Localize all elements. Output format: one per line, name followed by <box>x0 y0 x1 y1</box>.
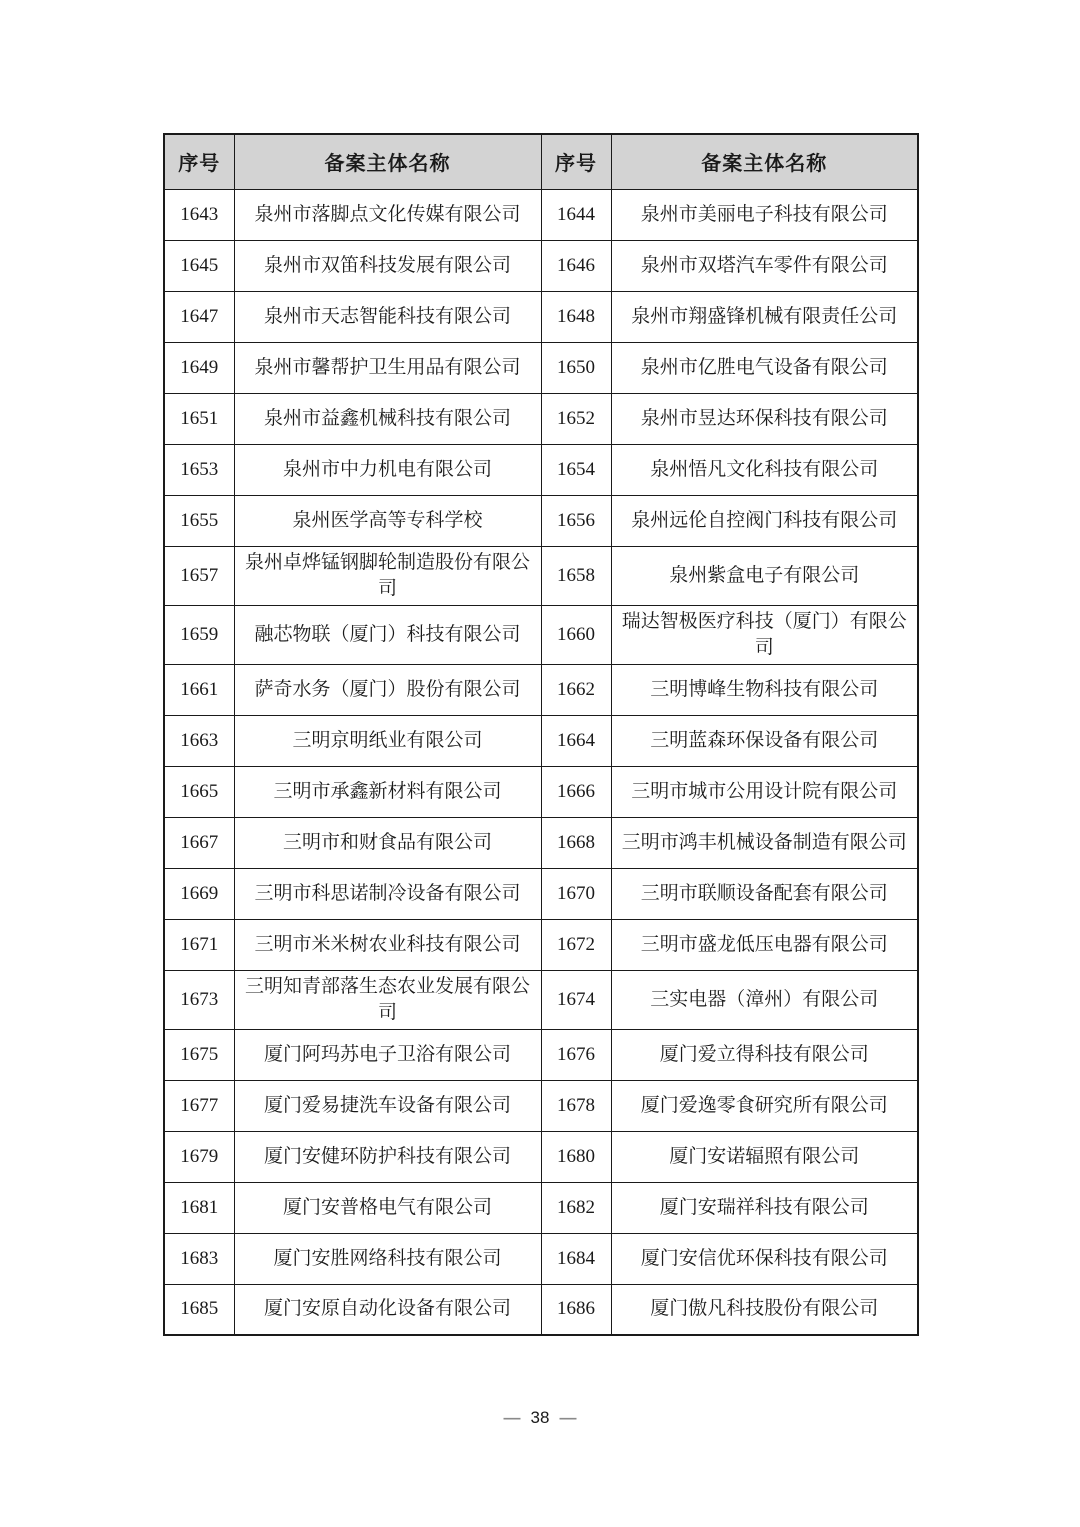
index-cell-left: 1661 <box>164 664 234 715</box>
index-cell-right: 1662 <box>541 664 611 715</box>
entity-name-cell-right: 三明博峰生物科技有限公司 <box>611 664 918 715</box>
entity-name-cell-right: 三明市联顺设备配套有限公司 <box>611 868 918 919</box>
index-cell-right: 1656 <box>541 495 611 546</box>
entity-name-cell-left: 三明市承鑫新材料有限公司 <box>234 766 541 817</box>
entity-name-cell-right: 泉州市翔盛锋机械有限责任公司 <box>611 291 918 342</box>
entity-name-cell-left: 泉州医学高等专科学校 <box>234 495 541 546</box>
entity-name-cell-left: 泉州市馨帮护卫生用品有限公司 <box>234 342 541 393</box>
table-row <box>164 766 918 817</box>
index-cell-left: 1671 <box>164 919 234 970</box>
index-cell-right: 1666 <box>541 766 611 817</box>
entity-name-cell-right: 泉州远伦自控阀门科技有限公司 <box>611 495 918 546</box>
entity-name-cell-left: 三明市和财食品有限公司 <box>234 817 541 868</box>
index-cell-right: 1646 <box>541 240 611 291</box>
table-row <box>164 1284 918 1335</box>
index-cell-left: 1669 <box>164 868 234 919</box>
entity-name-cell-right: 三明市盛龙低压电器有限公司 <box>611 919 918 970</box>
index-cell-left: 1659 <box>164 605 234 664</box>
index-cell-right: 1686 <box>541 1284 611 1335</box>
index-cell-right: 1664 <box>541 715 611 766</box>
entity-name-cell-right: 厦门安诺辐照有限公司 <box>611 1131 918 1182</box>
index-cell-left: 1683 <box>164 1233 234 1284</box>
entity-name-cell-left: 泉州市中力机电有限公司 <box>234 444 541 495</box>
entity-name-cell-left: 三明京明纸业有限公司 <box>234 715 541 766</box>
table-row <box>164 868 918 919</box>
index-cell-right: 1668 <box>541 817 611 868</box>
index-cell-right: 1674 <box>541 970 611 1029</box>
table-row <box>164 715 918 766</box>
entity-name-cell-right: 厦门安信优环保科技有限公司 <box>611 1233 918 1284</box>
index-cell-right: 1654 <box>541 444 611 495</box>
table-header-row <box>164 134 918 189</box>
footer-dash-left: — <box>503 1408 521 1427</box>
header-index-right: 序号 <box>541 134 611 189</box>
index-cell-left: 1673 <box>164 970 234 1029</box>
index-cell-right: 1684 <box>541 1233 611 1284</box>
entity-name-cell-right: 厦门安瑞祥科技有限公司 <box>611 1182 918 1233</box>
index-cell-right: 1658 <box>541 546 611 605</box>
table-row <box>164 393 918 444</box>
entity-name-cell-right: 厦门傲凡科技股份有限公司 <box>611 1284 918 1335</box>
page-number: 38 <box>530 1408 550 1427</box>
index-cell-right: 1672 <box>541 919 611 970</box>
index-cell-right: 1650 <box>541 342 611 393</box>
filing-entities-table <box>163 133 919 1336</box>
index-cell-right: 1660 <box>541 605 611 664</box>
index-cell-right: 1648 <box>541 291 611 342</box>
table-body <box>164 189 918 1335</box>
index-cell-left: 1679 <box>164 1131 234 1182</box>
entity-name-cell-left: 三明市米米树农业科技有限公司 <box>234 919 541 970</box>
entity-name-cell-left: 厦门安原自动化设备有限公司 <box>234 1284 541 1335</box>
entity-name-cell-left: 泉州市落脚点文化传媒有限公司 <box>234 189 541 240</box>
entity-name-cell-left: 厦门爱易捷洗车设备有限公司 <box>234 1080 541 1131</box>
index-cell-left: 1665 <box>164 766 234 817</box>
table-row <box>164 546 918 605</box>
table-row <box>164 970 918 1029</box>
table-row <box>164 1131 918 1182</box>
index-cell-left: 1653 <box>164 444 234 495</box>
index-cell-left: 1651 <box>164 393 234 444</box>
index-cell-left: 1657 <box>164 546 234 605</box>
entity-name-cell-right: 三明蓝森环保设备有限公司 <box>611 715 918 766</box>
index-cell-left: 1681 <box>164 1182 234 1233</box>
index-cell-left: 1645 <box>164 240 234 291</box>
index-cell-right: 1682 <box>541 1182 611 1233</box>
table-row <box>164 1080 918 1131</box>
table-row <box>164 240 918 291</box>
table-row <box>164 1029 918 1080</box>
table-row <box>164 189 918 240</box>
index-cell-right: 1644 <box>541 189 611 240</box>
table-row <box>164 817 918 868</box>
table-row <box>164 342 918 393</box>
index-cell-left: 1649 <box>164 342 234 393</box>
table-row <box>164 444 918 495</box>
entity-name-cell-right: 三实电器（漳州）有限公司 <box>611 970 918 1029</box>
entity-name-cell-left: 厦门安健环防护科技有限公司 <box>234 1131 541 1182</box>
header-index-left: 序号 <box>164 134 234 189</box>
entity-name-cell-left: 三明知青部落生态农业发展有限公司 <box>234 970 541 1029</box>
footer-dash-right: — <box>559 1408 577 1427</box>
entity-name-cell-right: 泉州市昱达环保科技有限公司 <box>611 393 918 444</box>
header-entity-name-right: 备案主体名称 <box>611 134 918 189</box>
entity-name-cell-right: 三明市鸿丰机械设备制造有限公司 <box>611 817 918 868</box>
entity-name-cell-left: 融芯物联（厦门）科技有限公司 <box>234 605 541 664</box>
entity-name-cell-left: 厦门阿玛苏电子卫浴有限公司 <box>234 1029 541 1080</box>
entity-name-cell-left: 泉州市益鑫机械科技有限公司 <box>234 393 541 444</box>
index-cell-right: 1680 <box>541 1131 611 1182</box>
table-row <box>164 664 918 715</box>
index-cell-right: 1670 <box>541 868 611 919</box>
index-cell-left: 1647 <box>164 291 234 342</box>
entity-name-cell-left: 泉州市双笛科技发展有限公司 <box>234 240 541 291</box>
index-cell-left: 1643 <box>164 189 234 240</box>
entity-name-cell-left: 萨奇水务（厦门）股份有限公司 <box>234 664 541 715</box>
table-row <box>164 1233 918 1284</box>
table-row <box>164 495 918 546</box>
entity-name-cell-left: 泉州卓烨锰钢脚轮制造股份有限公司 <box>234 546 541 605</box>
entity-name-cell-right: 泉州市美丽电子科技有限公司 <box>611 189 918 240</box>
index-cell-left: 1667 <box>164 817 234 868</box>
page-footer <box>0 1408 1080 1428</box>
entity-name-cell-right: 泉州市双塔汽车零件有限公司 <box>611 240 918 291</box>
header-entity-name-left: 备案主体名称 <box>234 134 541 189</box>
entity-name-cell-right: 瑞达智极医疗科技（厦门）有限公司 <box>611 605 918 664</box>
table-row <box>164 919 918 970</box>
entity-name-cell-left: 泉州市天志智能科技有限公司 <box>234 291 541 342</box>
entity-name-cell-left: 厦门安胜网络科技有限公司 <box>234 1233 541 1284</box>
table-row <box>164 605 918 664</box>
entity-name-cell-right: 泉州紫盒电子有限公司 <box>611 546 918 605</box>
index-cell-right: 1652 <box>541 393 611 444</box>
entity-name-cell-right: 泉州市亿胜电气设备有限公司 <box>611 342 918 393</box>
entity-name-cell-left: 厦门安普格电气有限公司 <box>234 1182 541 1233</box>
index-cell-right: 1676 <box>541 1029 611 1080</box>
index-cell-left: 1663 <box>164 715 234 766</box>
index-cell-left: 1675 <box>164 1029 234 1080</box>
entity-name-cell-right: 厦门爱立得科技有限公司 <box>611 1029 918 1080</box>
entity-name-cell-right: 三明市城市公用设计院有限公司 <box>611 766 918 817</box>
index-cell-left: 1685 <box>164 1284 234 1335</box>
table-row <box>164 291 918 342</box>
index-cell-right: 1678 <box>541 1080 611 1131</box>
entity-name-cell-left: 三明市科思诺制冷设备有限公司 <box>234 868 541 919</box>
index-cell-left: 1655 <box>164 495 234 546</box>
entity-name-cell-right: 泉州悟凡文化科技有限公司 <box>611 444 918 495</box>
entity-name-cell-right: 厦门爱逸零食研究所有限公司 <box>611 1080 918 1131</box>
index-cell-left: 1677 <box>164 1080 234 1131</box>
table-row <box>164 1182 918 1233</box>
